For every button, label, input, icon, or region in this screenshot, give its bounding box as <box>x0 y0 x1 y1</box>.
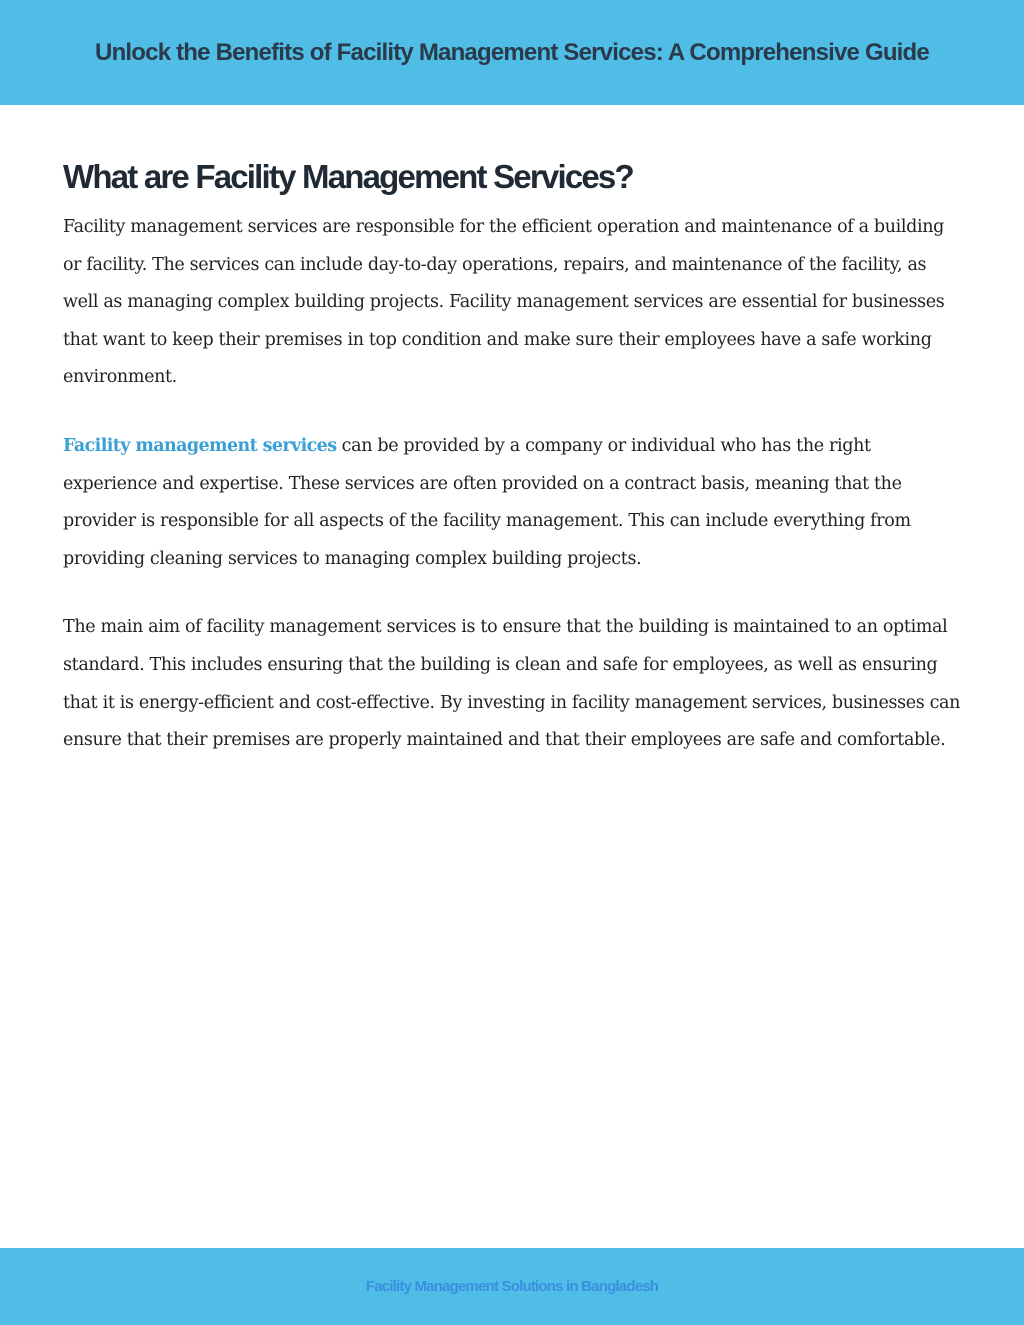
document-title: Unlock the Benefits of Facility Management Services: A Comprehensive Guide <box>95 39 929 66</box>
footer-caption: Facility Management Solutions in Bangladesh <box>365 1278 659 1295</box>
main-content <box>63 155 963 791</box>
facility-management-services-link[interactable]: Facility management services <box>63 435 337 456</box>
section-heading: What are Facility Management Services? <box>63 158 633 195</box>
paragraph-providers-text: can be provided by a company or individual who has the right experience and expertise. These services are often provided on a contract basis, meaning that the provider is responsible for all aspects of the facility management. This can include everything from providing cleaning services to managing complex building projects. <box>63 435 911 569</box>
paragraph-aim: The main aim of facility management services is to ensure that the building is maintained to an optimal standard. This includes ensuring that the building is clean and safe for employees, as well as ensuring that it is energy-efficient and cost-effective. By investing in facility management services, businesses can ensure that their premises are properly maintained and that their employees are safe and comfortable. <box>63 617 961 751</box>
paragraph-intro: Facility management services are responsible for the efficient operation and maintenance of a building or facility. The services can include day-to-day operations, repairs, and maintenance of the facility, as well as managing complex building projects. Facility management services are essential for businesses that want to keep their premises in top condition and make sure their employees have a safe working environment. <box>63 217 945 388</box>
paragraph-providers <box>63 428 963 578</box>
